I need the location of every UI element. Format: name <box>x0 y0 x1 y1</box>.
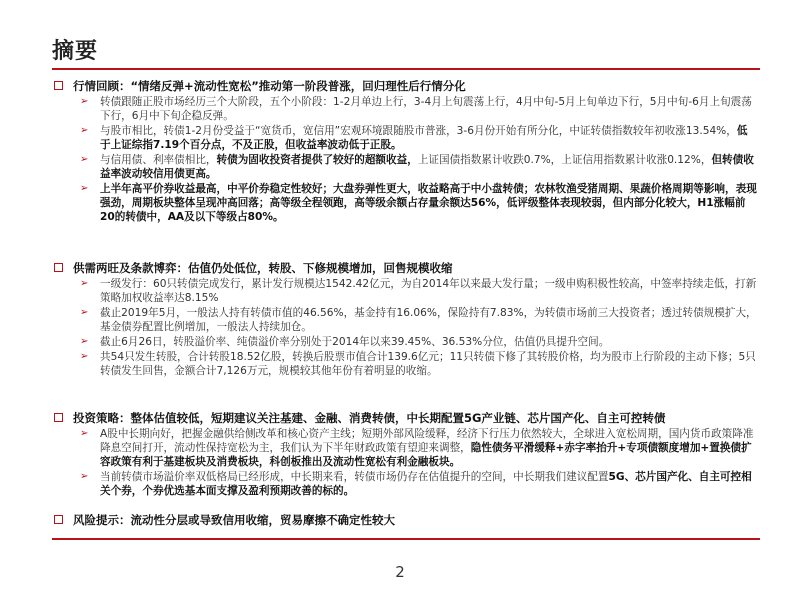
arrow-bullet-icon: ➢ <box>80 471 89 482</box>
list-item <box>52 350 758 378</box>
bullet-text <box>100 306 758 334</box>
text-run: A股中长期向好，把握金融供给侧改革和核心资产主线；短期外部风险缓释，经济下行压力依然较大，全球进入宽松周期，国内货币政策降准降息空间打开，流动性保持宽松为主，我们认为下半年财政政策有望迎来调整， <box>100 428 754 454</box>
page-title: 摘要 <box>52 39 99 64</box>
list-item <box>52 153 758 181</box>
text-run: 上证国债指数累计收跌0.7%，上证信用指数累计收涨0.12%， <box>417 154 712 166</box>
hollow-square-icon <box>54 81 63 90</box>
bold-text-run: 但转债收益率波动较信用债更高。 <box>100 154 754 180</box>
bold-text-run: 转债为固收投资者提供了较好的超额收益， <box>216 154 418 166</box>
text-run: 与信用债、利率债相比， <box>100 154 217 166</box>
bullet-text <box>100 182 758 224</box>
list-item <box>52 335 758 349</box>
bold-text-run: 5G、芯片国产化、自主可控相关个券，个券优选基本面支撑及盈利预期改善的标的。 <box>100 471 752 497</box>
section-heading: 行情回顾：“情绪反弹+流动性宽松”推动第一阶段普涨，回归理性后行情分化 <box>73 79 466 93</box>
text-run: 转债跟随正股市场经历三个大阶段，五个小阶段：1-2月单边上行，3-4月上旬震荡上行，4月中旬-5月上旬单边下行，5月中旬-6月上旬震荡下行，6月中下旬企稳反弹。 <box>100 96 752 122</box>
section-investment-strategy <box>52 410 758 498</box>
list-item <box>52 182 758 224</box>
title-divider <box>52 68 760 70</box>
list-item <box>52 124 758 152</box>
hollow-square-icon <box>54 263 63 272</box>
arrow-bullet-icon: ➢ <box>80 336 89 347</box>
bold-text-run: 隐性债务平滑缓释+赤字率抬升+专项债额度增加+置换债扩容政策有利于基建板块及消费板块，科创板推出及流动性宽松有利金融板块。 <box>100 442 752 468</box>
text-run: 与股市相比，转债1-2月份受益于“宽货币，宽信用”宏观环境跟随股市普涨，3-6月份开始有所分化，中证转债指数较年初收涨13.54%， <box>100 125 737 137</box>
list-item <box>52 427 758 469</box>
hollow-square-icon <box>54 515 63 524</box>
bullet-text <box>100 335 758 349</box>
bullet-text <box>100 277 758 305</box>
arrow-bullet-icon: ➢ <box>80 96 89 107</box>
section-heading: 供需两旺及条款博弈：估值仍处低位，转股、下修规模增加，回售规模收缩 <box>73 261 453 275</box>
text-run: 当前转债市场溢价率双低格局已经形成，中长期来看，转债市场仍存在估值提升的空间，中长期我们建议配置 <box>100 471 609 483</box>
text-run: 截止2019年5月，一般法人持有转债市值的46.56%，基金持有16.06%，保险持有7.83%，为转债市场前三大投资者；透过转债规模扩大，基金债券配置比例增加，一般法人持续加仓。 <box>100 307 757 333</box>
arrow-bullet-icon: ➢ <box>80 307 89 318</box>
arrow-bullet-icon: ➢ <box>80 351 89 362</box>
footer-divider <box>52 538 760 540</box>
section-risk-warning <box>52 512 758 528</box>
bullet-text <box>100 427 758 469</box>
page-number: 2 <box>395 563 405 581</box>
bullet-text <box>100 124 758 152</box>
arrow-bullet-icon: ➢ <box>80 183 89 194</box>
hollow-square-icon <box>54 413 63 422</box>
list-item <box>52 470 758 498</box>
section-supply-demand <box>52 260 758 378</box>
arrow-bullet-icon: ➢ <box>80 278 89 289</box>
arrow-bullet-icon: ➢ <box>80 125 89 136</box>
bullet-text <box>100 153 758 181</box>
bullet-text <box>100 95 758 123</box>
bold-text-run: 低于上证综指7.19个百分点，不及正股，但收益率波动低于正股。 <box>100 125 748 151</box>
list-item <box>52 306 758 334</box>
list-item <box>52 95 758 123</box>
text-run: 一级发行：60只转债完成发行，累计发行规模达1542.42亿元，为自2014年以来最大发行量；一级申购积极性较高，中签率持续走低，打新策略加权收益率达8.15% <box>100 278 757 304</box>
arrow-bullet-icon: ➢ <box>80 154 89 165</box>
arrow-bullet-icon: ➢ <box>80 428 89 439</box>
section-market-review <box>52 78 758 224</box>
list-item <box>52 277 758 305</box>
bullet-text <box>100 470 758 498</box>
bullet-text <box>100 350 758 378</box>
bold-text-run: 上半年高平价券收益最高，中平价券稳定性较好；大盘券弹性更大，收益略高于中小盘转债；农林牧渔受猪周期、果蔬价格周期等影响，表现强劲，周期板块整体呈现冲高回落；高等级全程领跑，高等级余额占存量余额达56%，低评级整体表现较弱，但内部分化较大，H1涨幅前20的转债中，AA及以下等级占80%。 <box>100 183 757 223</box>
text-run: 截止6月26日，转股溢价率、纯债溢价率分别处于2014年以来39.45%、36.53%分位，估值仍具提升空间。 <box>100 336 610 348</box>
text-run: 共54只发生转股，合计转股18.52亿股，转换后股票市值合计139.6亿元；11只转债下修了其转股价格，均为股市上行阶段的主动下修；5只转债发生回售，金额合计7,126万元，规模较其他年份有着明显的收缩。 <box>100 351 756 377</box>
section-heading: 投资策略：整体估值较低，短期建议关注基建、金融、消费转债，中长期配置5G产业链、芯片国产化、自主可控转债 <box>73 411 666 425</box>
section-heading: 风险提示：流动性分层或导致信用收缩，贸易摩擦不确定性较大 <box>73 513 395 527</box>
